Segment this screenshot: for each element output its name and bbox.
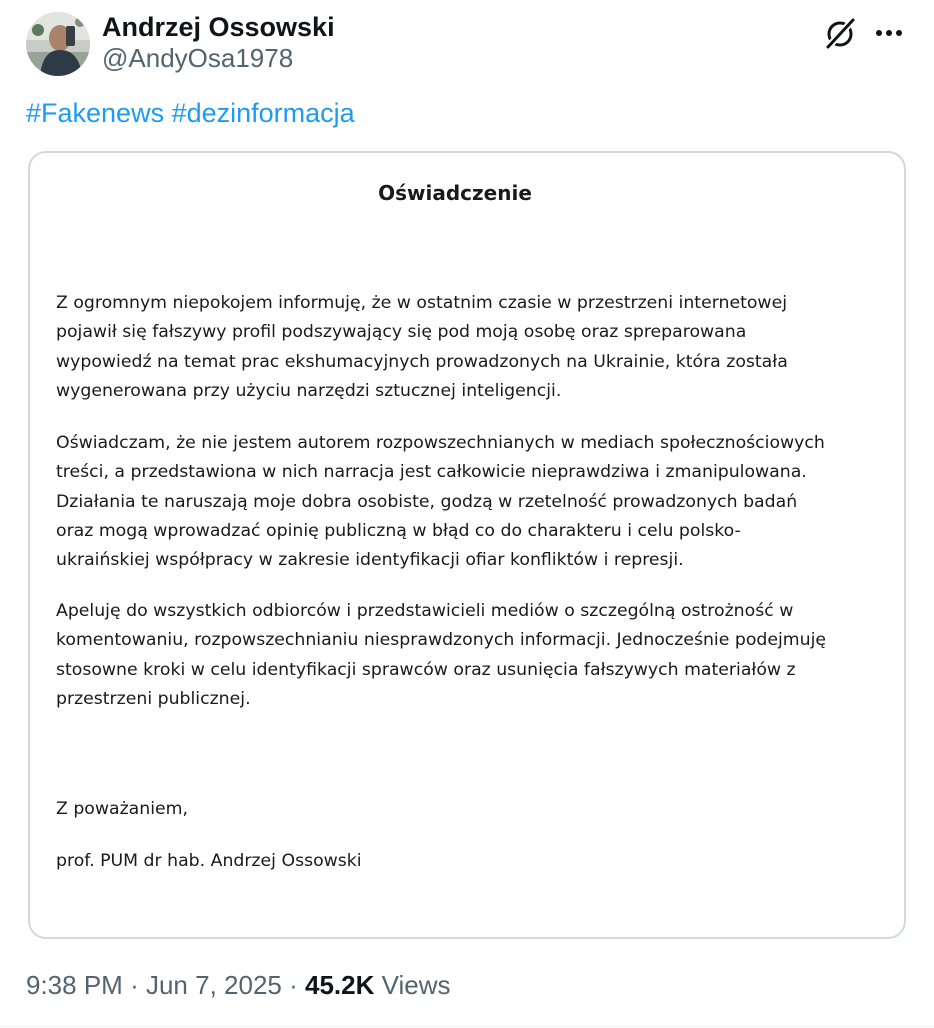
timestamp-date[interactable]: Jun 7, 2025 [145, 970, 282, 1000]
views-count[interactable]: 45.2K [305, 970, 375, 1000]
paragraph-line: Oświadczam, że nie jestem autorem rozpowszechnianych w mediach społecznościowych [56, 433, 825, 453]
paragraph-line: przestrzeni publicznej. [56, 688, 251, 709]
paragraph-line: Działania te naruszają moje dobra osobiste, godzą w rzetelność prowadzonych badań [56, 491, 798, 512]
paragraph-line: oraz mogą wprowadzać opinię publiczną w błąd co do charakteru i celu polsko- [56, 520, 741, 541]
meta-separator: · [130, 970, 139, 1000]
tweet-header [26, 12, 916, 76]
paragraph-2 [56, 429, 902, 575]
paragraph-line: wygenerowana przy użyciu narzędzi sztucznej inteligencji. [56, 380, 562, 401]
paragraph-line: ukraińskiej współpracy w zakresie identyfikacji ofiar konfliktów i represji. [56, 550, 684, 571]
avatar[interactable] [26, 12, 90, 76]
document-title: Oświadczenie [378, 181, 532, 205]
attached-image[interactable] [28, 151, 906, 939]
bottom-divider [0, 1026, 934, 1027]
meta-separator: · [289, 970, 298, 1000]
paragraph-1 [56, 289, 902, 406]
paragraph-line: pojawił się fałszywy profil podszywający się pod moją osobę oraz spreparowana [56, 322, 747, 343]
author-handle[interactable]: @AndyOsa1978 [102, 43, 294, 73]
paragraph-line: Apeluję do wszystkich odbiorców i przedstawicieli mediów o szczególną ostrożność w [56, 601, 794, 621]
author-block [102, 12, 335, 73]
signature-line: prof. PUM dr hab. Andrzej Ossowski [56, 851, 362, 871]
tweet-meta [26, 967, 451, 1003]
timestamp-time[interactable]: 9:38 PM [26, 970, 123, 1000]
hashtag-dezinformacja[interactable]: #dezinformacja [171, 98, 355, 128]
views-label[interactable]: Views [381, 970, 451, 1000]
paragraph-line: wypowiedź na temat prac ekshumacyjnych prowadzonych na Ukrainie, która została [56, 351, 788, 372]
author-display-name[interactable]: Andrzej Ossowski [102, 12, 335, 42]
paragraph-3 [56, 597, 902, 714]
more-icon[interactable] [872, 20, 906, 46]
closing-line: Z poważaniem, [56, 799, 188, 819]
hashtag-fakenews[interactable]: #Fakenews [26, 98, 165, 128]
grok-icon[interactable] [822, 14, 860, 52]
tweet-hashtags [26, 96, 355, 130]
paragraph-line: treści, a przedstawiona w nich narracja jest całkowicie nieprawdziwa i zmanipulowana. [56, 462, 807, 483]
paragraph-line: stosowne kroki w celu identyfikacji sprawców oraz usunięcia fałszywych materiałów z [56, 659, 796, 680]
paragraph-line: Z ogromnym niepokojem informuję, że w ostatnim czasie w przestrzeni internetowej [56, 293, 788, 313]
avatar-photo [26, 12, 90, 76]
paragraph-line: komentowaniu, rozpowszechnianiu niesprawdzonych informacji. Jednocześnie podejmuję [56, 630, 827, 651]
